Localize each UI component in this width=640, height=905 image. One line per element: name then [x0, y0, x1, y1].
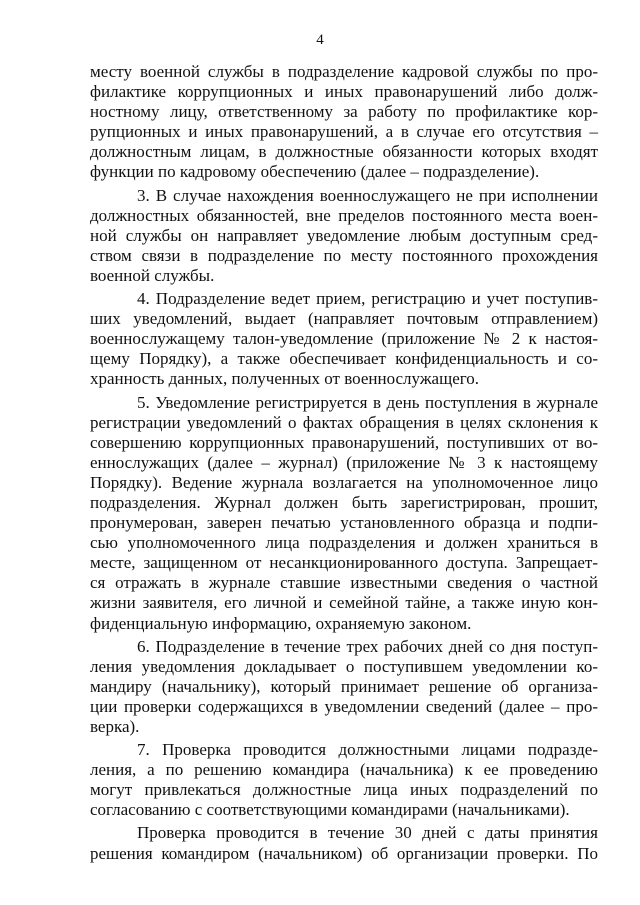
text-line: военнослужащему талон-уведомление (приложение № 2 к настоя- [90, 329, 598, 349]
text-line: ностному лицу, ответственному за работу по профилактике кор- [90, 102, 598, 122]
text-line: ления уведомления докладывает о поступившем уведомлении ко- [90, 656, 598, 676]
text-line: Проверка проводится в течение 30 дней с даты принятия [137, 823, 598, 843]
text-line: военной службы. [90, 265, 215, 285]
text-line: месту военной службы в подразделение кадровой службы по про- [90, 62, 598, 81]
text-line: ции проверки содержащихся в уведомлении сведений (далее – про- [90, 696, 598, 716]
text-line: мандиру (начальнику), который принимает решение об организа- [90, 676, 598, 696]
page-number: 4 [316, 32, 324, 48]
text-line: решения командиром (начальником) об организации проверки. По [90, 843, 598, 863]
text-line: 5. Уведомление регистрируется в день поступления в журнале [137, 392, 598, 412]
text-line: сью уполномоченного лица подразделения и должен храниться в [90, 533, 598, 553]
text-line: должностных обязанностей, вне пределов постоянного места воен- [90, 205, 598, 225]
paragraph [90, 186, 598, 286]
document-body [90, 62, 598, 864]
text-line: 7. Проверка проводится должностными лицами подразде- [137, 740, 598, 760]
text-line: рупционных и иных правонарушений, а в случае его отсутствия – [90, 122, 598, 142]
paragraph [90, 740, 598, 820]
text-line: регистрации уведомлений о фактах обращения в целях склонения к [90, 412, 598, 432]
paragraph [90, 62, 598, 183]
text-line: месте, защищенном от несанкционированного доступа. Запрещает- [90, 553, 598, 573]
paragraph [90, 637, 598, 737]
text-line: верка). [90, 717, 140, 736]
text-line: 3. В случае нахождения военнослужащего не при исполнении [137, 185, 598, 205]
text-line: ления, а по решению командира (начальника) к ее проведению [90, 760, 598, 780]
text-line: подразделения. Журнал должен быть зарегистрирован, прошит, [90, 492, 598, 512]
text-line: ной службы он направляет уведомление любым доступным сред- [90, 225, 598, 245]
text-line: пронумерован, заверен печатью установленного образца и подпи- [90, 513, 598, 533]
text-line: хранность данных, полученных от военнослужащего. [90, 369, 480, 389]
text-line: ством связи в подразделение по месту постоянного прохождения [90, 245, 598, 265]
paragraph [90, 393, 598, 634]
paragraph [90, 823, 598, 863]
text-line: 4. Подразделение ведет прием, регистрацию и учет поступив- [137, 289, 598, 309]
text-line: жизни заявителя, его личной и семейной тайне, а также иную кон- [90, 593, 598, 613]
text-line: щему Порядку), а также обеспечивает конфиденциальность и со- [90, 349, 598, 369]
text-line: совершению коррупционных правонарушений, поступивших от во- [90, 432, 598, 452]
text-line: Порядку). Ведение журнала возлагается на уполномоченное лицо [90, 472, 598, 492]
text-line: еннослужащих (далее – журнал) (приложение № 3 к настоящему [90, 452, 598, 472]
text-line: ся отражать в журнале ставшие известными сведения о частной [90, 573, 598, 593]
text-line: функции по кадровому обеспечению (далее – подразделение). [90, 162, 540, 182]
text-line: ших уведомлений, выдает (направляет почтовым отправлением) [90, 309, 598, 329]
text-line: филактике коррупционных и иных правонарушений либо долж- [90, 82, 598, 102]
paragraph [90, 289, 598, 389]
text-line: согласованию с соответствующими командирами (начальниками). [90, 800, 570, 820]
text-line: могут привлекаться должностные лица иных подразделений по [90, 780, 598, 800]
text-line: фиденциальную информацию, охраняемую законом. [90, 613, 472, 633]
text-line: должностным лицам, в должностные обязанности которых входят [90, 142, 598, 162]
text-line: 6. Подразделение в течение трех рабочих дней со дня поступ- [137, 636, 598, 656]
